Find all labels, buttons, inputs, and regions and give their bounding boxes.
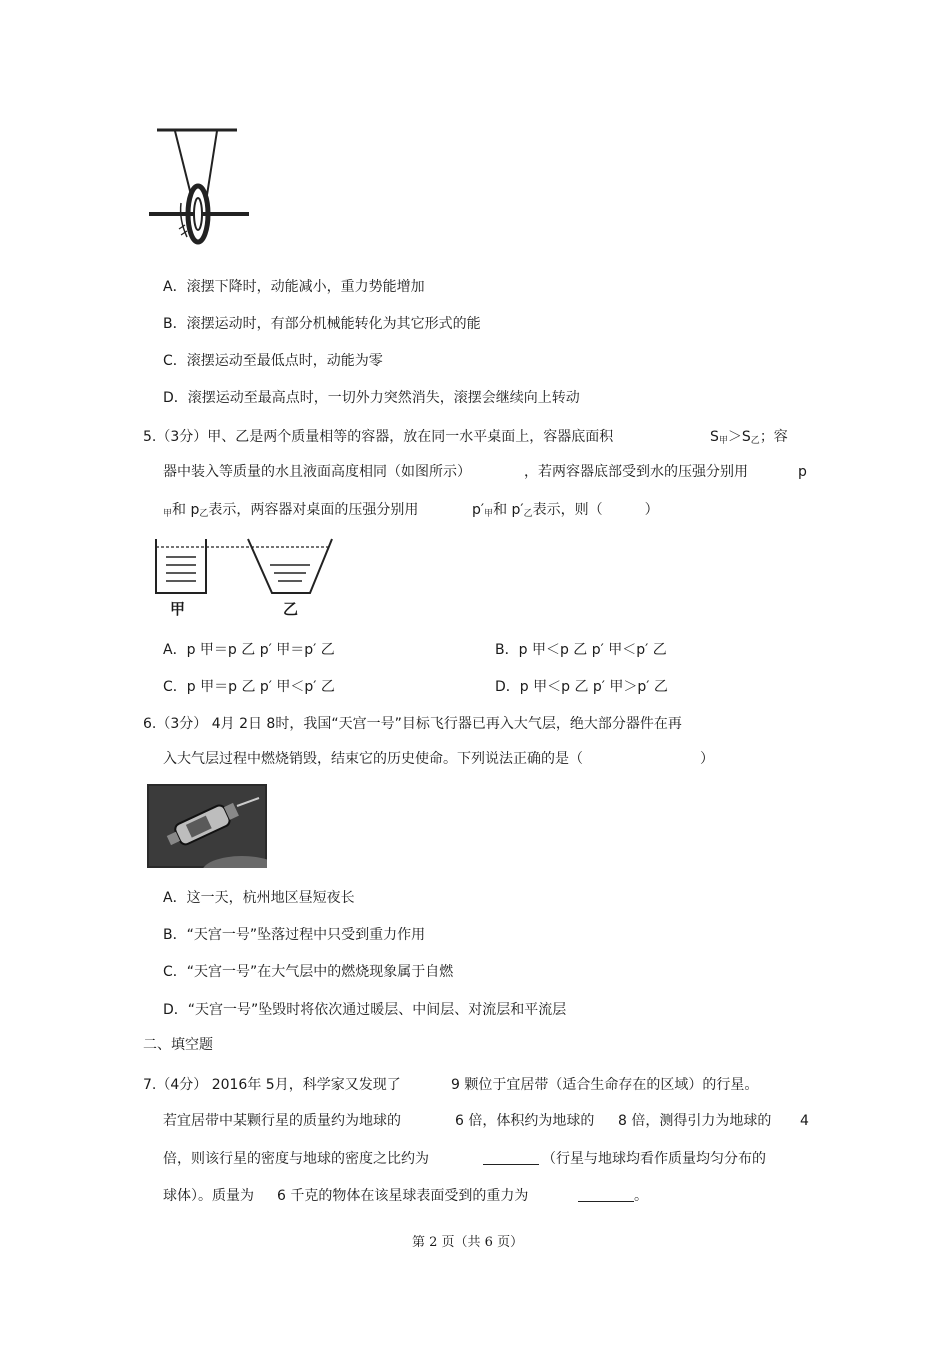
q5-line1-tail: S甲＞S乙；容	[710, 429, 788, 446]
q7-line1-b: 9 颗位于宜居带（适合生命存在的区域）的行星。	[451, 1077, 759, 1093]
q5-option-b[interactable]: B．p 甲＜p 乙 p′ 甲＜p′ 乙	[495, 642, 667, 658]
q5-line2: 器中装入等质量的水且液面高度相同（如图所示）	[163, 464, 471, 480]
q7-line2-c: 8 倍，测得引力为地球的	[618, 1113, 772, 1129]
page-footer: 第 2 页（共 6 页）	[412, 1235, 524, 1250]
q6-option-d[interactable]: D．“天宫一号”坠毁时将依次通过暖层、中间层、对流层和平流层	[163, 1002, 567, 1018]
q4-option-b[interactable]: B．滚摆运动时，有部分机械能转化为其它形式的能	[163, 316, 481, 332]
q7-line1: 7.（4分） 2016年 5月，科学家又发现了	[143, 1077, 401, 1093]
answer-blank-1[interactable]	[483, 1150, 539, 1165]
q7-line4-b: 6 千克的物体在该星球表面受到的重力为	[277, 1188, 529, 1204]
q4-option-c[interactable]: C．滚摆运动至最低点时，动能为零	[163, 353, 383, 369]
q7-line3-b: （行星与地球均看作质量均匀分布的	[542, 1151, 766, 1167]
q6-option-c[interactable]: C．“天宫一号”在大气层中的燃烧现象属于自燃	[163, 964, 454, 980]
tiangong-photo	[147, 784, 267, 868]
q7-line2-d: 4	[800, 1113, 809, 1129]
q7-line2: 若宜居带中某颗行星的质量约为地球的	[163, 1113, 401, 1129]
q4-option-a[interactable]: A．滚摆下降时，动能减小，重力势能增加	[163, 279, 425, 295]
q5-option-d[interactable]: D．p 甲＜p 乙 p′ 甲＞p′ 乙	[495, 679, 668, 695]
section-heading: 二、填空题	[143, 1037, 213, 1053]
q5-line3: 甲和 p乙表示，两容器对桌面的压强分别用	[163, 502, 419, 519]
q5-option-c[interactable]: C．p 甲＝p 乙 p′ 甲＜p′ 乙	[163, 679, 335, 695]
q5-line2-end: p	[798, 464, 807, 480]
q4-option-d[interactable]: D．滚摆运动至最高点时，一切外力突然消失，滚摆会继续向上转动	[163, 390, 580, 406]
q5-line1: 5.（3分）甲、乙是两个质量相等的容器，放在同一水平桌面上，容器底面积	[143, 429, 614, 445]
answer-blank-2[interactable]	[578, 1187, 634, 1202]
q5-option-a[interactable]: A．p 甲＝p 乙 p′ 甲＝p′ 乙	[163, 642, 335, 658]
q6-option-a[interactable]: A．这一天，杭州地区昼短夜长	[163, 890, 355, 906]
q5-line2-mid: ，若两容器底部受到水的压强分别用	[524, 464, 748, 480]
label-yi: 乙	[283, 600, 299, 618]
q6-line2: 入大气层过程中燃烧销毁，结束它的历史使命。下列说法正确的是（	[163, 751, 583, 767]
q6-line1: 6.（3分） 4月 2日 8时，我国“天宫一号”目标飞行器已再入大气层，绝大部分器件在再	[143, 716, 682, 732]
pendulum-figure	[145, 125, 255, 245]
q7-line4: 球体）。质量为	[163, 1188, 254, 1204]
q7-line2-b: 6 倍，体积约为地球的	[455, 1113, 595, 1129]
q6-line2-end: ）	[700, 751, 714, 767]
label-jia: 甲	[170, 600, 186, 618]
q5-line3-tail: p′甲和 p′乙表示，则（ ）	[472, 502, 659, 519]
q7-line3: 倍，则该行星的密度与地球的密度之比约为	[163, 1151, 429, 1167]
q6-option-b[interactable]: B．“天宫一号”坠落过程中只受到重力作用	[163, 927, 426, 943]
q7-line4-end: 。	[634, 1188, 648, 1204]
